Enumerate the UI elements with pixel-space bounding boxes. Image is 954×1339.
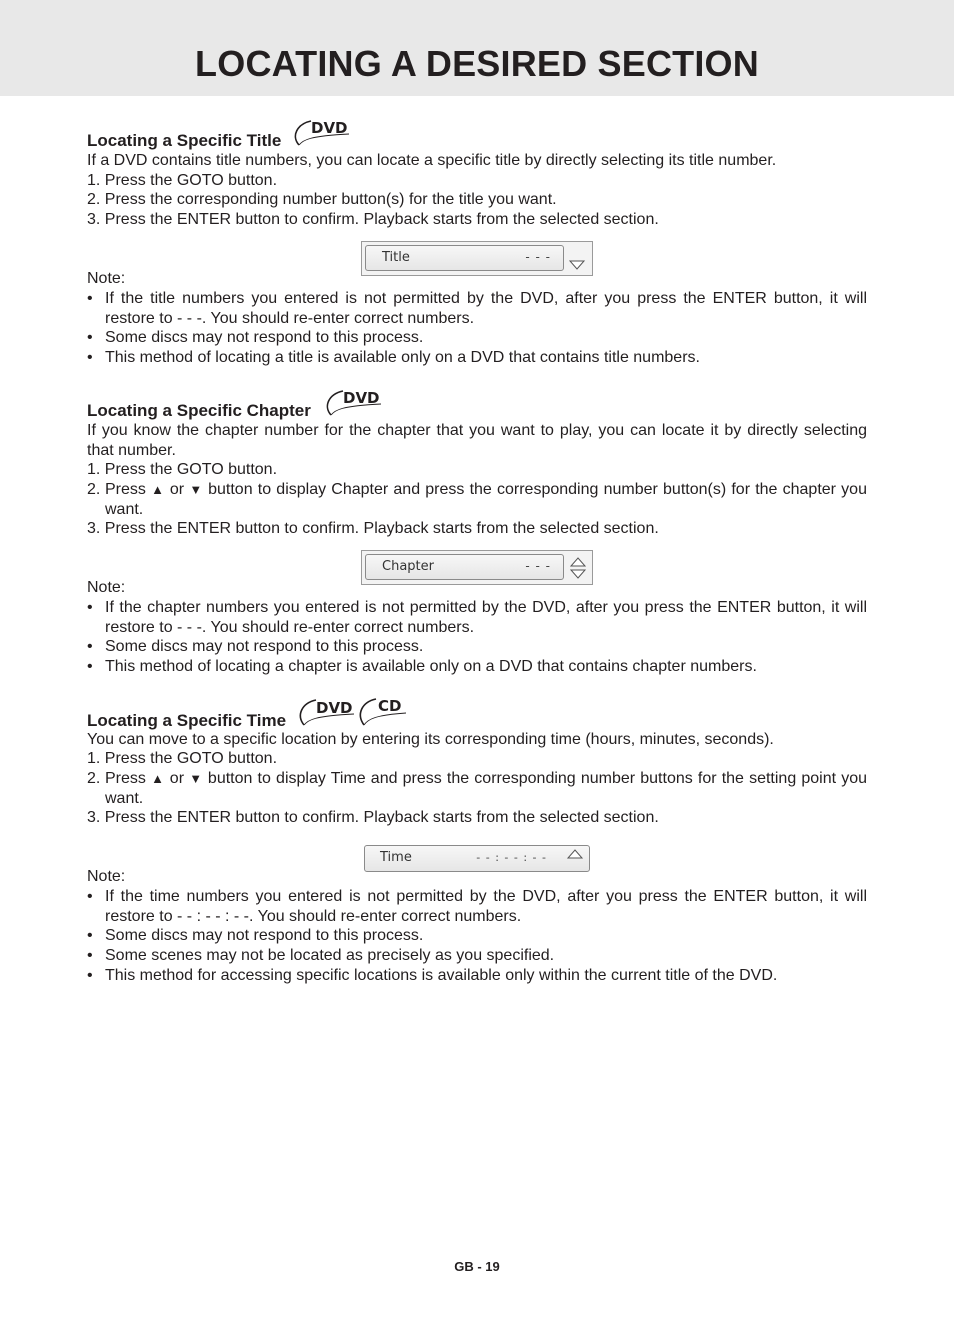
osd-chapter-label: Chapter	[382, 559, 434, 574]
chapter-intro: If you know the chapter number for the chapter that you want to play, you can locate it by directly selecting that number.	[87, 422, 867, 459]
page-title: LOCATING A DESIRED SECTION	[195, 43, 759, 84]
title-note-3: • This method of locating a title is available only on a DVD that contains title numbers.	[87, 349, 700, 366]
section-heading-text: Locating a Specific Title	[87, 130, 282, 150]
chapter-note-label: Note:	[87, 579, 126, 596]
time-step-1: 1. Press the GOTO button.	[87, 750, 278, 767]
chapter-step-1: 1. Press the GOTO button.	[87, 461, 278, 478]
osd-title-field	[365, 245, 564, 271]
chapter-step-3: 3. Press the ENTER button to confirm. Playback starts from the selected section.	[87, 520, 659, 537]
osd-chapter-value: - - -	[525, 559, 551, 573]
cd-logo-text: CD	[378, 697, 402, 715]
up-triangle-icon: ▲	[151, 482, 165, 497]
title-step-3: 3. Press the ENTER button to confirm. Playback starts from the selected section.	[87, 211, 659, 228]
page-number: GB - 19	[454, 1259, 500, 1274]
section-heading-text: Locating a Specific Chapter	[87, 400, 311, 420]
dvd-cd-logo-icon	[294, 697, 410, 734]
up-arrow-icon	[566, 848, 584, 860]
title-note-1: • If the title numbers you entered is not permitted by the DVD, after you press the ENTER button, it will restore to - - -. You should re-enter correct numbers.	[87, 290, 867, 327]
osd-time-value: - - : - - : - -	[476, 851, 547, 864]
dvd-logo-text: DVD	[316, 699, 353, 717]
time-note-label: Note:	[87, 868, 126, 885]
up-triangle-icon: ▲	[151, 771, 165, 786]
title-note-2: • Some discs may not respond to this process.	[87, 329, 424, 346]
osd-chapter-field	[365, 554, 564, 580]
title-step-1: 1. Press the GOTO button.	[87, 172, 278, 189]
title-step-2: 2. Press the corresponding number button(s) for the title you want.	[87, 191, 557, 208]
osd-title-value: - - -	[525, 250, 551, 264]
dvd-logo-text: DVD	[342, 389, 380, 407]
dvd-logo-text: DVD	[311, 119, 348, 137]
chapter-note-3: • This method of locating a chapter is available only on a DVD that contains chapter numbers.	[87, 658, 757, 675]
time-intro: You can move to a specific location by entering its corresponding time (hours, minutes, seconds).	[87, 731, 774, 748]
dvd-logo-icon	[289, 118, 351, 153]
time-step-3: 3. Press the ENTER button to confirm. Playback starts from the selected section.	[87, 809, 659, 826]
chapter-note-2: • Some discs may not respond to this process.	[87, 638, 424, 655]
dvd-logo-icon	[321, 388, 383, 423]
time-note-3: • Some scenes may not be located as precisely as you specified.	[87, 947, 555, 964]
time-note-4: • This method for accessing specific locations is available only within the current title of the DVD.	[87, 967, 778, 984]
down-triangle-icon: ▼	[189, 482, 203, 497]
section-heading-text: Locating a Specific Time	[87, 710, 287, 730]
osd-title-label: Title	[382, 250, 410, 265]
time-note-2: • Some discs may not respond to this process.	[87, 927, 424, 944]
title-intro: If a DVD contains title numbers, you can locate a specific title by directly selecting its title number.	[87, 152, 777, 169]
osd-time-label: Time	[380, 850, 412, 865]
time-step-2: 2. Press ▲ or ▼ button to display Time and press the corresponding number buttons for the setting point you want.	[87, 770, 868, 807]
title-note-label: Note:	[87, 270, 126, 287]
time-note-1: • If the time numbers you entered is not permitted by the DVD, after you press the ENTER button, it will restore to - - : - - : - -. You should re-enter correct numbers.	[87, 888, 867, 925]
chapter-note-1: • If the chapter numbers you entered is not permitted by the DVD, after you press the ENTER button, it will restore to - - -. You should re-enter correct numbers.	[87, 599, 867, 636]
down-triangle-icon: ▼	[189, 771, 203, 786]
chapter-step-2: 2. Press ▲ or ▼ button to display Chapter and press the corresponding number button(s) for the chapter you want.	[87, 481, 867, 518]
